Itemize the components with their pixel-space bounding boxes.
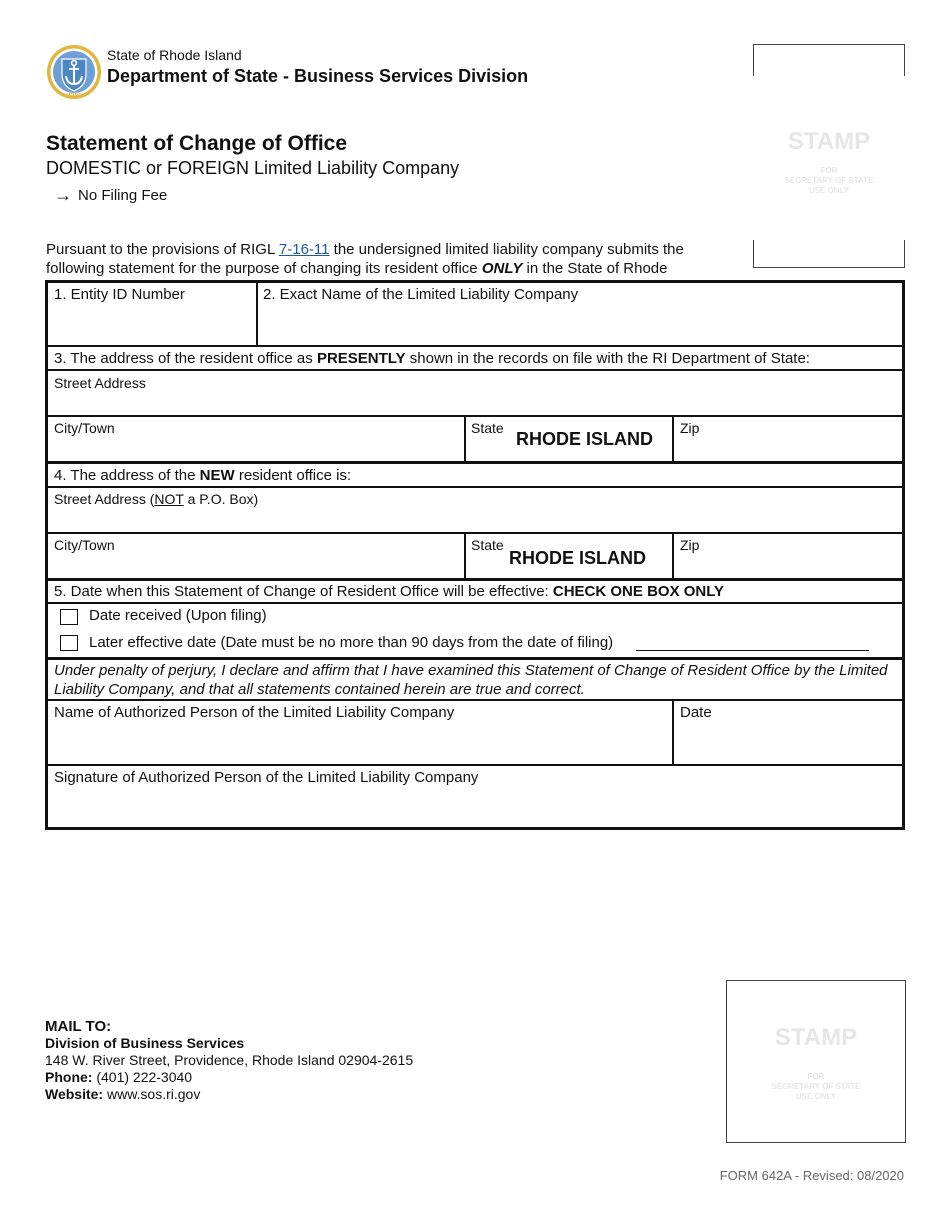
stamp-note-bottom-3: USE ONLY bbox=[795, 1092, 837, 1101]
new-street-label: Street Address (NOT a P.O. Box) bbox=[54, 491, 259, 507]
llc-name-label: 2. Exact Name of the Limited Liability Company bbox=[263, 286, 579, 303]
state-seal-logo bbox=[46, 44, 102, 100]
mail-phone: Phone: (401) 222-3040 bbox=[45, 1069, 193, 1085]
seal-motto: HOPE bbox=[66, 93, 82, 99]
present-zip-field[interactable] bbox=[674, 417, 902, 461]
form-body bbox=[45, 280, 905, 830]
perjury-declaration: Under penalty of perjury, I declare and affirm that I have examined this Statement of Change of Resident Office by the Limited Liability Company, and that all statements contained herein are true and correct. bbox=[54, 662, 888, 698]
stamp-note-3: USE ONLY bbox=[808, 186, 850, 195]
stamp-area-bottom bbox=[726, 980, 906, 1143]
stamp-note-2: SECRETARY OF STATE bbox=[784, 176, 874, 185]
agency-state: State of Rhode Island bbox=[107, 47, 242, 63]
arrow-right-icon: → bbox=[54, 185, 72, 205]
new-state-value: RHODE ISLAND bbox=[509, 548, 647, 568]
present-street-field[interactable] bbox=[48, 371, 902, 415]
stamp-label-bottom: STAMP bbox=[774, 1024, 858, 1051]
present-state-label: State bbox=[471, 420, 504, 436]
rigl-link[interactable]: 7-16-11 bbox=[278, 241, 330, 258]
stamp-note-bottom-2: SECRETARY OF STATE bbox=[771, 1082, 861, 1091]
date-label: Date bbox=[680, 704, 712, 721]
present-city-label: City/Town bbox=[54, 420, 115, 436]
form-subtitle: DOMESTIC or FOREIGN Limited Liability Company bbox=[46, 158, 460, 178]
intro-text-a: Pursuant to the provisions of RIGL bbox=[46, 241, 279, 258]
intro-text-b: the undersigned limited liability company submits the following statement for the purpose of changing its resident office bbox=[46, 241, 684, 277]
present-zip-label: Zip bbox=[680, 420, 700, 436]
present-address-heading: 3. The address of the resident office as PRESENTLY shown in the records on file with the RI Department of State: bbox=[54, 350, 810, 367]
date-field[interactable] bbox=[674, 701, 902, 764]
later-date-checkbox[interactable] bbox=[60, 635, 78, 651]
stamp-note-bottom-1: FOR bbox=[807, 1072, 825, 1081]
mail-address: 148 W. River Street, Providence, Rhode Island 02904-2615 bbox=[45, 1052, 414, 1068]
fee-label: No Filing Fee bbox=[78, 186, 168, 204]
present-street-label: Street Address bbox=[54, 375, 146, 391]
new-city-label: City/Town bbox=[54, 537, 115, 553]
entity-id-field[interactable] bbox=[48, 283, 258, 345]
mail-to-heading: MAIL TO: bbox=[45, 1018, 112, 1035]
mail-website: Website: www.sos.ri.gov bbox=[45, 1086, 201, 1102]
effective-date-heading: 5. Date when this Statement of Change of Resident Office will be effective: CHECK ONE BOX ONLY bbox=[54, 583, 725, 600]
present-state-value: RHODE ISLAND bbox=[516, 429, 654, 449]
intro-paragraph bbox=[46, 240, 726, 278]
new-zip-field[interactable] bbox=[674, 534, 902, 578]
llc-name-field[interactable] bbox=[258, 283, 902, 345]
filing-fee-note bbox=[54, 186, 167, 204]
upon-filing-label: Date received (Upon filing) bbox=[89, 607, 267, 624]
new-city-field[interactable] bbox=[48, 534, 465, 578]
stamp-label: STAMP bbox=[787, 128, 871, 155]
new-state-label: State bbox=[471, 537, 504, 553]
new-state-field bbox=[466, 534, 672, 578]
later-date-input-line[interactable] bbox=[636, 650, 869, 651]
new-street-field[interactable] bbox=[48, 488, 902, 532]
present-state-field bbox=[466, 417, 672, 461]
form-title: Statement of Change of Office bbox=[46, 132, 348, 155]
intro-text-c: in the State of Rhode bbox=[522, 260, 668, 277]
entity-id-label: 1. Entity ID Number bbox=[54, 286, 185, 303]
form-revision: FORM 642A - Revised: 08/2020 bbox=[719, 1168, 904, 1183]
later-date-label: Later effective date (Date must be no more than 90 days from the date of filing) bbox=[89, 634, 614, 651]
new-zip-label: Zip bbox=[680, 537, 700, 553]
mail-to-block bbox=[45, 1018, 413, 1103]
agency-department: Department of State - Business Services Division bbox=[107, 66, 529, 86]
stamp-area-top bbox=[753, 44, 905, 268]
stamp-note-1: FOR bbox=[820, 166, 838, 175]
new-address-heading: 4. The address of the NEW resident office is: bbox=[54, 467, 352, 484]
authorized-name-label: Name of Authorized Person of the Limited Liability Company bbox=[54, 704, 455, 721]
signature-label: Signature of Authorized Person of the Limited Liability Company bbox=[54, 769, 479, 786]
signature-field[interactable] bbox=[48, 766, 902, 827]
present-city-field[interactable] bbox=[48, 417, 465, 461]
upon-filing-checkbox[interactable] bbox=[60, 609, 78, 625]
intro-emphasis: ONLY bbox=[481, 260, 523, 277]
mail-division: Division of Business Services bbox=[45, 1035, 245, 1051]
authorized-name-field[interactable] bbox=[48, 701, 672, 764]
